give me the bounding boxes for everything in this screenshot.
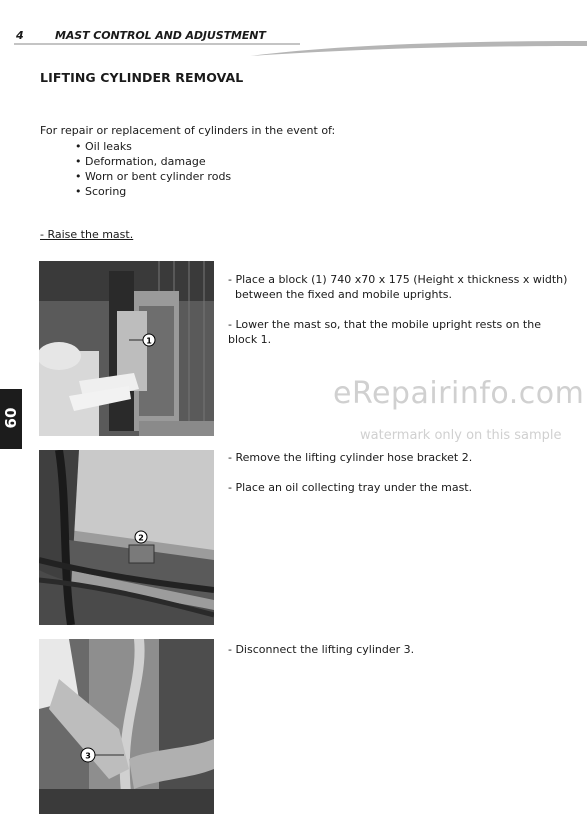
callout-3: 3	[85, 751, 91, 761]
page-number: 4	[16, 29, 24, 42]
step-1-instructions	[228, 272, 573, 362]
list-item: • Deformation, damage	[75, 155, 206, 168]
header-swoosh	[0, 40, 587, 60]
chapter-title: MAST CONTROL AND ADJUSTMENT	[55, 29, 266, 42]
photo-hose-bracket	[39, 450, 214, 625]
step-1-lower-mast: - Lower the mast so, that the mobile upright rests on the block 1.	[228, 318, 541, 346]
step-3-instructions	[228, 642, 573, 672]
list-item: • Scoring	[75, 185, 127, 198]
step-1-line-1: - Place a block (1) 740 x70 x 175 (Height x thickness x width)	[228, 273, 568, 286]
section-title: LIFTING CYLINDER REMOVAL	[40, 70, 244, 85]
callout-1: 1	[146, 336, 152, 346]
step-3-disconnect-cylinder: - Disconnect the lifting cylinder 3.	[228, 643, 415, 656]
watermark-main: eRepairinfo.com	[333, 376, 585, 411]
chapter-tab: 60	[0, 389, 22, 449]
photo-block-placement	[39, 261, 214, 436]
list-item: • Oil leaks	[75, 140, 132, 153]
photo-lifting-cylinder	[39, 639, 214, 814]
step-2-remove-bracket: - Remove the lifting cylinder hose bracket 2.	[228, 451, 473, 464]
step-1-line-2: between the fixed and mobile uprights.	[235, 288, 452, 301]
reason-list	[75, 139, 231, 199]
list-item: • Worn or bent cylinder rods	[75, 170, 232, 183]
raise-mast-step: - Raise the mast.	[40, 228, 134, 241]
intro-text: For repair or replacement of cylinders in the event of:	[40, 124, 336, 137]
watermark-sub: watermark only on this sample	[360, 428, 562, 443]
step-2-oil-tray: - Place an oil collecting tray under the mast.	[228, 481, 473, 494]
step-2-instructions	[228, 450, 573, 510]
callout-2: 2	[138, 533, 144, 543]
